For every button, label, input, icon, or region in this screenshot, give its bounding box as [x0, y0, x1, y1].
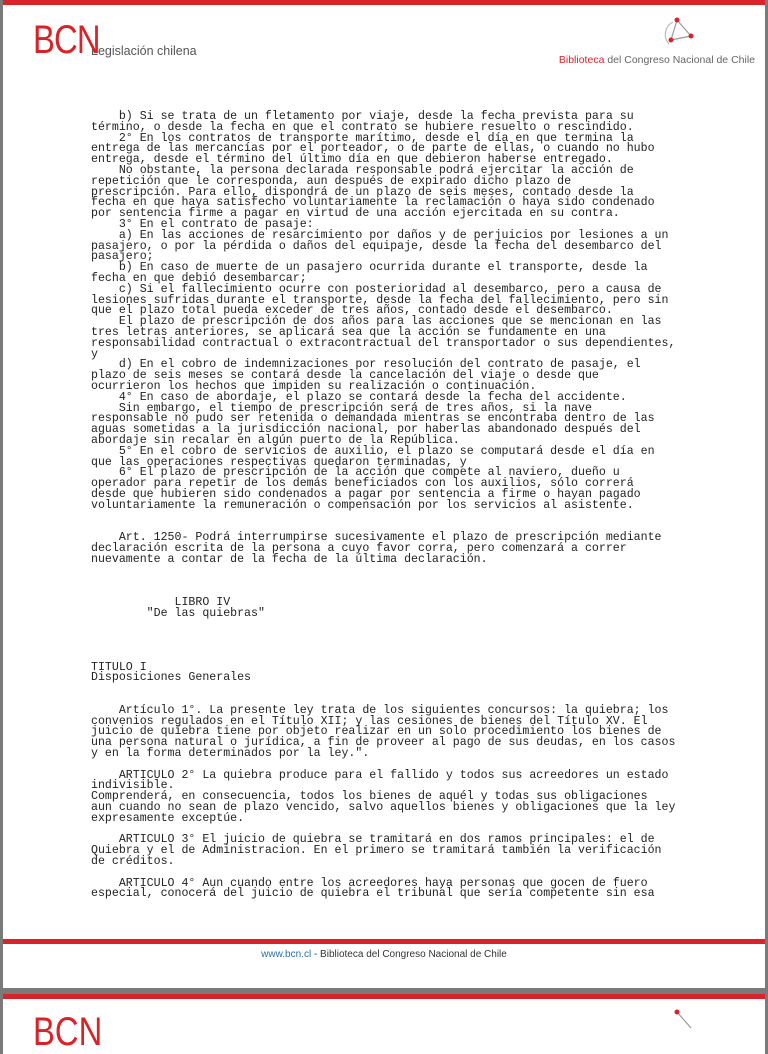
body-line	[91, 576, 731, 587]
body-line	[91, 511, 731, 522]
body-line: responsable no pudo ser retenida o demandada mientras se encontraba dentro de las	[91, 412, 655, 426]
bcn-logo-text: BCN	[33, 18, 100, 62]
body-line: pasajero;	[91, 250, 154, 264]
body-line: término, o desde la fecha en que el contrato se hubiere resuelto o rescindido.	[91, 120, 634, 134]
body-line: convenios regulados en el Título XII; y las cesiones de bienes del Título XV. El	[91, 714, 648, 728]
body-line: d) En el cobro de indemnizaciones por resolución del contrato de pasaje, el	[91, 358, 641, 372]
body-line: entrega de las mercancías por el porteador, o de parte de ellas, o cuando no hubo	[91, 142, 655, 156]
biblioteca-emblem-icon	[663, 14, 697, 48]
body-line: nuevamente a contar de la fecha de la última declaración.	[91, 552, 488, 566]
body-line: LIBRO IV	[91, 595, 231, 609]
body-line: 5° En el cobro de servicios de auxilio, el plazo se computará desde el día en	[91, 444, 655, 458]
body-line: tres letras anteriores, se aplicará sea que la acción se fundamente en una	[91, 325, 606, 339]
body-line: El plazo de prescripción de dos años para las acciones que se mencionan en las	[91, 315, 662, 329]
body-line: que el plazo total pueda exceder de tres años, contado desde el desembarco.	[91, 304, 613, 318]
footer-red-bar	[3, 939, 765, 944]
body-line	[91, 641, 731, 652]
body-line	[91, 630, 731, 641]
body-line: 2° En los contratos de transporte marítimo, desde el día en que termina la	[91, 131, 634, 145]
body-line: TITULO I	[91, 660, 147, 674]
body-line: lesiones sufridas durante el transporte, desde la fecha del fallecimiento, pero sin	[91, 293, 669, 307]
body-line	[91, 619, 731, 630]
body-line: Sin embargo, el tiempo de prescripción será de tres años, si la nave	[91, 401, 592, 415]
body-line: ARTICULO 3° El juicio de quiebra se tramitará en dos ramos principales: el de	[91, 833, 655, 847]
body-line: ARTICULO 2° La quiebra produce para el fallido y todos sus acreedores un estado	[91, 768, 669, 782]
biblioteca-logo-text: Biblioteca del Congreso Nacional de Chile	[558, 54, 755, 66]
next-page-emblem-icon	[663, 1006, 697, 1040]
footer-text: - Biblioteca del Congreso Nacional de Chile	[311, 949, 507, 960]
body-line: fecha en que debió desembarcar;	[91, 271, 307, 285]
body-line: Quiebra y el de Administracion. En el primero se tramitará también la verificación	[91, 844, 662, 858]
body-line: especial, conocerá del juicio de quiebra el tribunal que sería competente sin esa	[91, 887, 655, 901]
body-line: plazo de seis meses se contará desde la cancelación del viaje o desde que	[91, 369, 599, 383]
body-line: repetición que le corresponda, aun después de expirado dicho plazo de	[91, 174, 572, 188]
body-line: declaración escrita de la persona a cuyo favor corra, pero comenzará a correr	[91, 541, 627, 555]
body-line: aguas sometidas a la jurisdicción nacional, por haberlas abandonado después del	[91, 423, 641, 437]
header-red-bar	[3, 0, 765, 5]
body-line	[91, 652, 731, 663]
body-line: "De las quiebras"	[91, 606, 265, 620]
body-line: b) Si se trata de un fletamento por viaje, desde la fecha prevista para su	[91, 110, 634, 123]
body-line: b) En caso de muerte de un pasajero ocurrida durante el transporte, desde la	[91, 261, 648, 275]
body-line: a) En las acciones de resarcimiento por daños y de perjuicios por lesiones a un	[91, 228, 669, 242]
body-line: una persona natural o jurídica, a fin de proveer al pago de sus deudas, en los casos	[91, 736, 676, 750]
body-line: Artículo 1°. La presente ley trata de los siguientes concursos: la quiebra; los	[91, 703, 669, 717]
body-line: indivisible.	[91, 779, 175, 793]
body-line: voluntariamente la remuneración o compensación por los servicios al asistente.	[91, 498, 634, 512]
body-line: y	[91, 347, 98, 361]
body-line: desde que hubieren sido condenados a pagar por sentencia a firme o hayan pagado	[91, 487, 641, 501]
body-line: aun cuando no sean de plazo vencido, salvo aquellos bienes y obligaciones que la ley	[91, 801, 676, 814]
bcn-logo-subtitle: Legislación chilena	[91, 44, 197, 58]
body-line: c) Si el fallecimiento ocurre con posterioridad al desembarco, pero a causa de	[91, 282, 662, 296]
body-line: operador para repetir de los demás beneficiados con los auxilios, sólo correrá	[91, 477, 634, 491]
biblioteca-logo[interactable]	[555, 14, 755, 70]
body-line: Disposiciones Generales	[91, 671, 252, 685]
body-line: 3° En el contrato de pasaje:	[91, 217, 314, 231]
body-line: abordaje sin recalar en algún puerto de la República.	[91, 433, 460, 447]
next-page-red-bar	[3, 994, 765, 999]
body-line: entrega, desde el término del último día en que debieron haberse entregado.	[91, 153, 613, 167]
body-line	[91, 565, 731, 576]
document-body	[91, 112, 731, 900]
bcn-logo[interactable]	[33, 20, 197, 60]
body-line: ARTICULO 4° Aun cuando entre los acreedores haya personas que gocen de fuero	[91, 876, 648, 890]
next-page-preview	[3, 994, 765, 1054]
body-line	[91, 684, 731, 695]
body-line: expresamente exceptúe.	[91, 811, 245, 825]
body-line: juicio de quiebra tiene por objeto realizar en un solo procedimiento los bienes de	[91, 725, 662, 739]
body-line: prescripción. Para ello, dispondrá de un plazo de seis meses, contado desde la	[91, 185, 634, 199]
body-line: 4° En caso de abordaje, el plazo se contará desde la fecha del accidente.	[91, 390, 627, 404]
footer-link[interactable]: www.bcn.cl	[261, 949, 312, 960]
body-line: Art. 1250- Podrá interrumpirse sucesivamente el plazo de prescripción mediante	[91, 531, 662, 545]
body-line: responsabilidad contractual o extracontractual del transportador o sus dependientes,	[91, 336, 676, 350]
body-line: 6° El plazo de prescripción de la acción que compete al naviero, dueño u	[91, 466, 620, 480]
footer	[3, 949, 765, 960]
body-line: No obstante, la persona declarada responsable podrá ejercitar la acción de	[91, 163, 634, 177]
body-line: fecha en que haya satisfecho voluntariamente la reclamación o haya sido condenado	[91, 196, 655, 210]
next-page-bcn-logo: BCN	[33, 1010, 103, 1054]
body-line: ocurrieron los hechos que impiden su realización o continuación.	[91, 379, 537, 393]
body-line: por sentencia firme a pagar en virtud de una acción ejercitada en su contra.	[91, 207, 620, 221]
document-page	[3, 0, 765, 988]
body-line: y en la forma determinados por la ley.".	[91, 747, 370, 761]
body-line: de créditos.	[91, 854, 175, 868]
body-line: que las operaciones respectivas quedaron terminadas, y	[91, 455, 467, 469]
body-line: Comprenderá, en consecuencia, todos los bienes de aquél y todas sus obligaciones	[91, 790, 648, 804]
body-line: pasajero, o por la pérdida o daños del equipaje, desde la fecha del desembarco del	[91, 239, 662, 253]
